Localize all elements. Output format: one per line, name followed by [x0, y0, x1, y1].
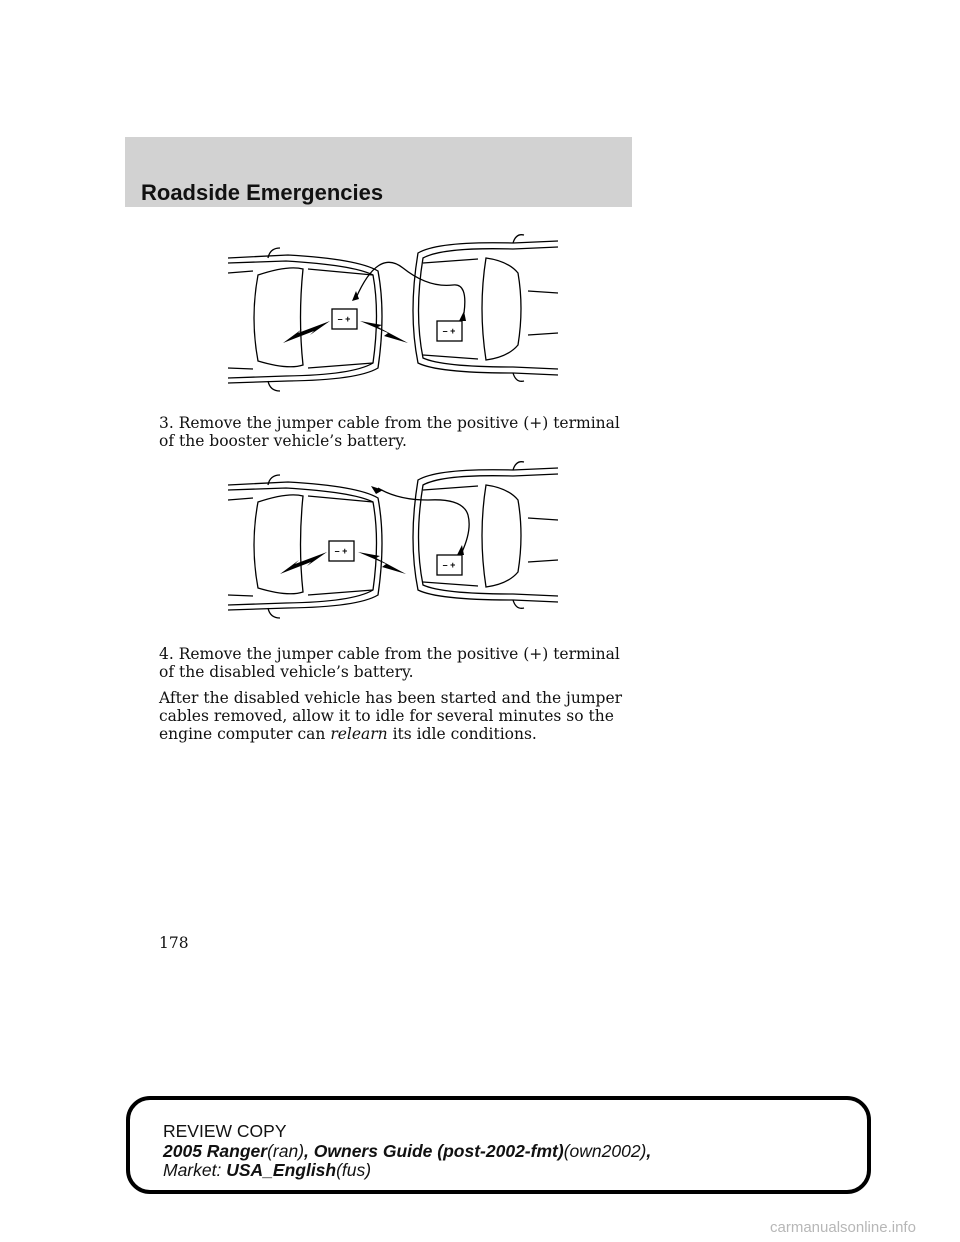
section-title: Roadside Emergencies	[141, 180, 384, 205]
after-start-paragraph: After the disabled vehicle has been started and the jumper cables removed, allow it to idle for several minutes so the engine computer can relearn its idle conditions.	[159, 689, 623, 743]
lightning-bolt-icon	[280, 552, 327, 574]
watermark: carmanualsonline.info	[770, 1219, 916, 1236]
relearn-emphasis: relearn	[330, 725, 388, 743]
svg-text:– +: – +	[442, 326, 456, 336]
step-3-text: 3. Remove the jumper cable from the positive (+) terminal of the booster vehicle’s battery.	[159, 414, 620, 450]
loose-cable-clamp	[371, 486, 383, 494]
jumper-cables-illustration-disconnected	[228, 460, 558, 620]
footer-market-line: Market: USA_English(fus)	[163, 1160, 372, 1180]
step-4-text: 4. Remove the jumper cable from the positive (+) terminal of the disabled vehicle’s battery.	[159, 645, 620, 681]
footer-review-copy: REVIEW COPY	[163, 1121, 287, 1141]
lightning-bolt-icon	[360, 321, 408, 343]
lightning-bolt-icon	[283, 321, 330, 343]
footer-model-line: 2005 Ranger(ran), Owners Guide (post-2002-fmt)(own2002),	[163, 1141, 652, 1161]
left-car-windshield	[254, 495, 303, 594]
left-car-windshield	[254, 268, 303, 367]
svg-text:– +: – +	[337, 314, 351, 324]
right-car-windshield	[482, 485, 521, 587]
jumper-cables-illustration-connected	[228, 233, 558, 393]
svg-text:– +: – +	[442, 560, 456, 570]
svg-text:– +: – +	[334, 546, 348, 556]
right-car-windshield	[482, 258, 521, 360]
jumper-cable-positive	[378, 488, 469, 552]
page-number: 178	[159, 934, 189, 952]
jumper-cable-positive	[356, 262, 465, 313]
